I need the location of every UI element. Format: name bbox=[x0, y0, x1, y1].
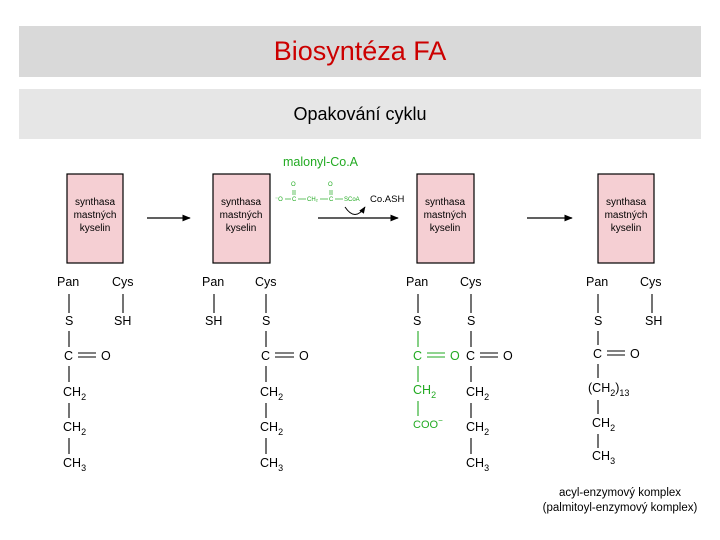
ch-label: CH bbox=[63, 456, 82, 470]
c-label-green: C bbox=[413, 349, 423, 363]
subscript-2: 2 bbox=[278, 392, 284, 402]
svg-text:COO− bbox=[413, 416, 443, 431]
o-label: O bbox=[503, 349, 513, 363]
subscript-3: 3 bbox=[484, 463, 490, 473]
pan-label: Pan bbox=[57, 275, 80, 289]
o-label: O bbox=[299, 349, 309, 363]
ch-label: CH bbox=[466, 385, 485, 399]
subscript-2: 2 bbox=[610, 388, 616, 398]
s-label: S bbox=[413, 314, 422, 328]
sh-label: SH bbox=[205, 314, 223, 328]
svg-text:CH2 bbox=[260, 385, 283, 402]
pan-label: Pan bbox=[586, 275, 609, 289]
minus-superscript: − bbox=[438, 416, 443, 425]
svg-text:CH2 bbox=[466, 420, 489, 437]
enzyme-box-4 bbox=[598, 174, 654, 263]
ch-label: CH bbox=[63, 420, 82, 434]
svg-text:CH2 bbox=[592, 416, 615, 433]
enzyme-label: mastných bbox=[73, 210, 117, 221]
s-label: S bbox=[467, 314, 476, 328]
ch-label: CH bbox=[466, 420, 485, 434]
page-title: Biosyntéza FA bbox=[273, 36, 447, 66]
enzyme-label: kyselin bbox=[610, 223, 642, 234]
subscript-2: 2 bbox=[484, 427, 490, 437]
c-label: C bbox=[593, 347, 603, 361]
subscript-2: 2 bbox=[431, 390, 437, 400]
o-label: O bbox=[101, 349, 111, 363]
enzyme-label: synthasa bbox=[220, 197, 262, 208]
mini-o-minus: ⁻O bbox=[275, 197, 283, 203]
cys-label: Cys bbox=[255, 275, 277, 289]
subscript-3: 3 bbox=[610, 456, 616, 466]
ch-label: CH bbox=[260, 385, 279, 399]
cys-label: Cys bbox=[640, 275, 662, 289]
enzyme-label: kyselin bbox=[225, 223, 257, 234]
enzyme-box-2 bbox=[213, 174, 270, 263]
complex-3-chain bbox=[406, 275, 513, 473]
sh-label: SH bbox=[114, 314, 132, 328]
enzyme-label: synthasa bbox=[605, 197, 647, 208]
malonyl-coa-label: malonyl-Co.A bbox=[283, 155, 359, 169]
s-label: S bbox=[594, 314, 603, 328]
svg-text:CH3 bbox=[466, 456, 489, 473]
c-label: C bbox=[466, 349, 476, 363]
subscript-2: 2 bbox=[610, 423, 616, 433]
cys-label: Cys bbox=[112, 275, 134, 289]
enzyme-label: mastných bbox=[219, 210, 263, 221]
coash-release-arrow bbox=[345, 207, 365, 215]
ch-label: CH bbox=[63, 385, 82, 399]
enzyme-label: synthasa bbox=[74, 197, 116, 208]
sh-label: SH bbox=[645, 314, 663, 328]
o-label: O bbox=[630, 347, 640, 361]
enzyme-label: synthasa bbox=[424, 197, 466, 208]
svg-text:CH2 bbox=[63, 420, 86, 437]
pan-label: Pan bbox=[406, 275, 429, 289]
svg-text:(CH2)13: $(CH_2)_{13}$ bbox=[588, 381, 630, 398]
mini-scoa: SCoA bbox=[344, 197, 360, 203]
ch-label: CH bbox=[466, 456, 485, 470]
enzyme-box-1 bbox=[67, 174, 123, 263]
svg-text:CH2 bbox=[260, 420, 283, 437]
subscript-2: 2 bbox=[484, 392, 490, 402]
cys-label: Cys bbox=[460, 275, 482, 289]
c-label: C bbox=[261, 349, 271, 363]
pan-label: Pan bbox=[202, 275, 225, 289]
mini-o1: O bbox=[291, 182, 296, 188]
svg-text:CH3 bbox=[260, 456, 283, 473]
mini-c2: C bbox=[329, 197, 334, 203]
subscript-3: 3 bbox=[81, 463, 87, 473]
svg-text:CH3 bbox=[63, 456, 86, 473]
caption-line-2: (palmitoyl-enzymový komplex) bbox=[542, 502, 698, 514]
enzyme-label: mastných bbox=[423, 210, 467, 221]
ch-label: CH bbox=[260, 456, 279, 470]
ch-label: CH bbox=[592, 381, 611, 395]
subscript-2: 2 bbox=[278, 427, 284, 437]
ch-label: CH bbox=[592, 416, 611, 430]
coash-label: Co.ASH bbox=[370, 194, 405, 205]
malonyl-coa-structure bbox=[275, 182, 360, 203]
svg-text:CH3 bbox=[592, 449, 615, 466]
ch-label: CH bbox=[260, 420, 279, 434]
mini-c1: C bbox=[292, 197, 297, 203]
ch-label: CH bbox=[592, 449, 611, 463]
enzyme-label: mastných bbox=[604, 210, 648, 221]
enzyme-label: kyselin bbox=[429, 223, 461, 234]
subscript-3: 3 bbox=[278, 463, 284, 473]
coo-label: COO bbox=[413, 419, 439, 431]
enzyme-box-3 bbox=[417, 174, 474, 263]
subscript-13: 13 bbox=[619, 388, 630, 398]
enzyme-label: kyselin bbox=[79, 223, 111, 234]
complex-4-chain bbox=[586, 275, 662, 466]
caption-line-1: acyl-enzymový komplex bbox=[558, 487, 682, 499]
ch-label-green: CH bbox=[413, 383, 432, 397]
caption bbox=[520, 486, 720, 516]
page-subtitle: Opakování cyklu bbox=[293, 103, 427, 124]
subscript-2: 2 bbox=[81, 427, 87, 437]
o-label-green: O bbox=[450, 349, 460, 363]
mini-ch2: CH₂ bbox=[307, 197, 318, 203]
c-label: C bbox=[64, 349, 74, 363]
svg-text:CH2 bbox=[466, 385, 489, 402]
complex-1-chain bbox=[57, 275, 134, 473]
s-label: S bbox=[262, 314, 271, 328]
complex-2-chain bbox=[202, 275, 309, 473]
mini-o2: O bbox=[328, 182, 333, 188]
svg-text:CH2 bbox=[63, 385, 86, 402]
svg-text:CH2 bbox=[413, 383, 436, 400]
s-label: S bbox=[65, 314, 74, 328]
subscript-2: 2 bbox=[81, 392, 87, 402]
